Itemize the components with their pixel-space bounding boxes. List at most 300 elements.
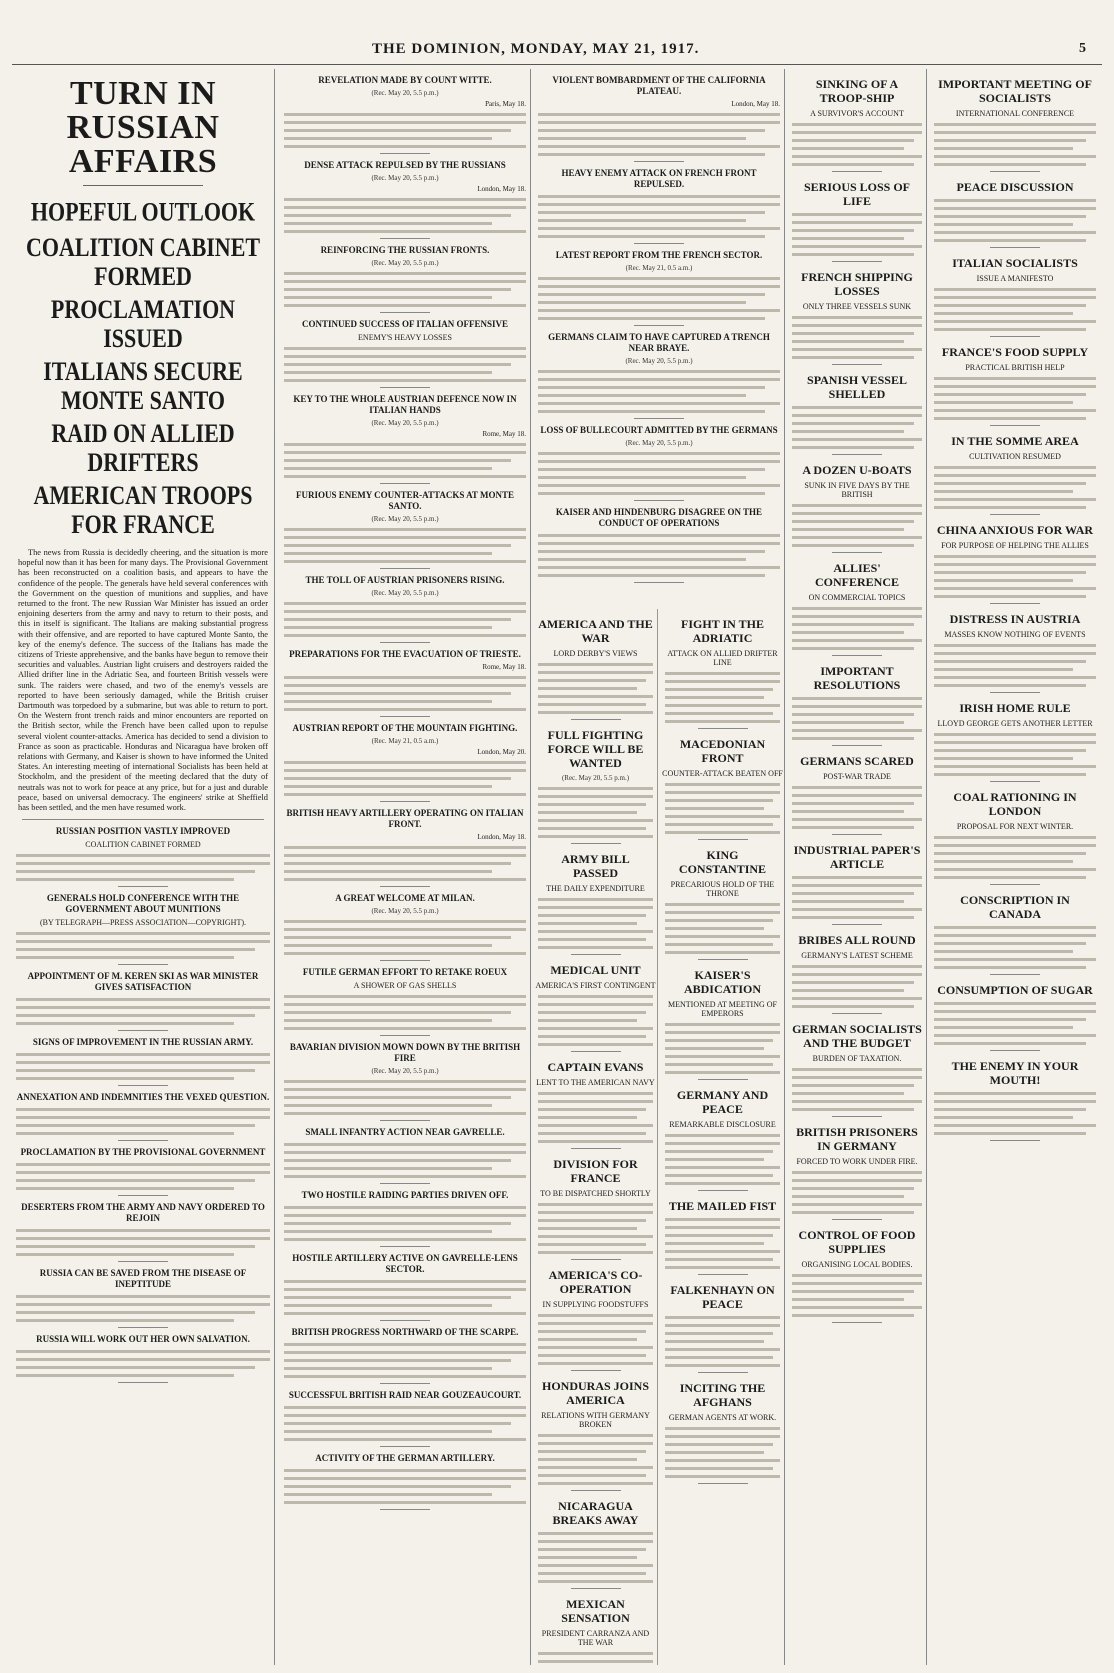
- text-line: [284, 626, 492, 629]
- text-line: [538, 671, 653, 674]
- article-body-lines: [16, 854, 270, 881]
- article-headline: ARMY BILL PASSED: [561, 852, 630, 880]
- text-line: [284, 1027, 526, 1030]
- receipt-dateline: (Rec. May 20, 5.5 p.m.): [371, 907, 439, 915]
- divider: [698, 1079, 748, 1080]
- text-line: [665, 911, 780, 914]
- divider: [990, 514, 1040, 515]
- text-line: [665, 783, 780, 786]
- article-body-lines: [538, 787, 653, 838]
- article-body-lines: [284, 1406, 526, 1441]
- text-line: [792, 1076, 922, 1079]
- article-body-lines: [284, 995, 526, 1030]
- article-headline: ACTIVITY OF THE GERMAN ARTILLERY.: [315, 1453, 495, 1463]
- text-line: [792, 713, 914, 716]
- article-body-lines: [934, 199, 1096, 242]
- text-line: [538, 1092, 653, 1095]
- article-headline: IRISH HOME RULE: [959, 701, 1071, 715]
- text-line: [934, 757, 1073, 760]
- text-line: [284, 459, 511, 462]
- text-line: [934, 312, 1073, 315]
- article-headline: HONDURAS JOINS AMERICA: [541, 1379, 649, 1407]
- text-line: [284, 379, 526, 382]
- text-line: [284, 1104, 492, 1107]
- lead-summary: The news from Russia is decidedly cheering, and the situation is more hopeful now than it has been for many days. The Provisional Government has been reconstructed on a coalition basis, and appears to have the confidence of the people. The generals have held several conferences with the Government on the question of munitions and supplies, and have returned to the front. The new Russian War Minister has issued an order enjoining deserters from the army and navy to return to their posts, and this in itself is significant. The Italians are making substantial progress with their offensive, and are reported to have captured Monte Santo, the key of the enemy's defence. The success of the Italians has made the citizens of Trieste apprehensive, and the banks have begun to remove their securities and valuables. Austrian light cruisers and destroyers raided the Allied drifter line in the Adriatic Sea, and fourteen British vessels were sunk. The raiders were chased, and two of the enemy's vessels are reported to have been seriously damaged, while the British cruiser Dartmouth was torpedoed by a submarine, but was able to return to port. On the Western front trench raids and minor encounters are reported on the British sector, while the French have been called upon to repulse several violent counter-attacks. America has decided to send a division to France as soon as practicable. Honduras and Nicaragua have broken off relations with Germany, and Kaiser is shown to have informed the United States. An interesting meeting of international Socialists has been held at Stockholm, and the president of the meeting declared that the duty of neutrals was not to work for peace at any price, but for a just and durable peace, based on universal democracy. The engineers' strike at Sheffield has been settled, and the men have resumed work.: [18, 548, 268, 813]
- text-line: [538, 1203, 653, 1206]
- text-line: [665, 1356, 773, 1359]
- column-3-split: [534, 609, 784, 1665]
- text-line: [792, 705, 922, 708]
- text-line: [538, 1434, 653, 1437]
- article-headline: CAPTAIN EVANS: [547, 1060, 644, 1074]
- text-line: [284, 145, 526, 148]
- text-line: [16, 948, 255, 951]
- text-line: [538, 1140, 653, 1143]
- text-line: [538, 1035, 646, 1038]
- text-line: [665, 680, 780, 683]
- text-line: [665, 688, 773, 691]
- text-line: [16, 1132, 234, 1135]
- article-subheadline: REMARKABLE DISCLOSURE: [669, 1120, 776, 1129]
- text-line: [934, 207, 1096, 210]
- article-body-lines: [934, 1002, 1096, 1045]
- text-line: [284, 952, 526, 955]
- text-line: [792, 1108, 914, 1111]
- text-line: [934, 231, 1096, 234]
- article-headline: LOSS OF BULLECOURT ADMITTED BY THE GERMANS: [540, 425, 778, 435]
- divider: [832, 171, 882, 172]
- text-line: [665, 1174, 773, 1177]
- text-line: [792, 1100, 922, 1103]
- text-line: [792, 1282, 922, 1285]
- article-body-lines: [16, 1350, 270, 1377]
- text-line: [665, 1226, 780, 1229]
- text-line: [934, 288, 1096, 291]
- text-line: [934, 741, 1096, 744]
- article-headline: DIVISION FOR FRANCE: [553, 1157, 638, 1185]
- text-line: [792, 504, 922, 507]
- article-body-lines: [538, 277, 780, 320]
- text-line: [284, 1296, 511, 1299]
- article-headline: FRENCH SHIPPING LOSSES: [801, 270, 913, 298]
- text-line: [792, 607, 922, 610]
- article-headline: IMPORTANT MEETING OF SOCIALISTS: [938, 77, 1092, 105]
- divider: [380, 387, 430, 388]
- text-line: [792, 1005, 914, 1008]
- article-subheadline: AMERICA'S FIRST CONTINGENT: [535, 981, 656, 990]
- article-headline: THE MAILED FIST: [668, 1199, 777, 1213]
- text-line: [538, 679, 646, 682]
- article-body-lines: [16, 998, 270, 1025]
- article-body-lines: [284, 1280, 526, 1315]
- text-line: [16, 1374, 234, 1377]
- text-line: [934, 860, 1073, 863]
- text-line: [538, 1548, 646, 1551]
- page-number: 5: [1079, 41, 1086, 56]
- article-body-lines: [934, 123, 1096, 166]
- text-line: [538, 566, 780, 569]
- text-line: [538, 811, 637, 814]
- text-line: [538, 468, 765, 471]
- text-line: [792, 989, 904, 992]
- text-line: [934, 765, 1096, 768]
- divider: [634, 325, 684, 326]
- article-subheadline: MENTIONED AT MEETING OF EMPERORS: [668, 1000, 777, 1018]
- text-line: [538, 195, 780, 198]
- text-line: [284, 304, 526, 307]
- divider: [380, 568, 430, 569]
- text-line: [284, 288, 511, 291]
- text-line: [284, 769, 526, 772]
- lead-headline: TURN IN RUSSIAN AFFAIRS: [66, 75, 220, 180]
- article-subheadline: GERMANY'S LATEST SCHEME: [801, 951, 913, 960]
- text-line: [284, 634, 526, 637]
- article-subheadline: ENEMY'S HEAVY LOSSES: [358, 333, 452, 342]
- divider: [698, 728, 748, 729]
- article-subheadline: LLOYD GEORGE GETS ANOTHER LETTER: [937, 719, 1093, 728]
- text-line: [792, 1211, 914, 1214]
- text-line: [665, 1055, 780, 1058]
- text-line: [284, 272, 526, 275]
- text-line: [284, 451, 526, 454]
- text-line: [934, 1108, 1086, 1111]
- text-line: [934, 660, 1086, 663]
- article-subheadline: POST-WAR TRADE: [823, 772, 891, 781]
- text-line: [284, 1288, 526, 1291]
- text-line: [934, 926, 1096, 929]
- text-line: [665, 1023, 780, 1026]
- lead-subheadline: ITALIANS SECURE MONTE SANTO: [43, 356, 243, 415]
- text-line: [538, 476, 746, 479]
- article-headline: HEAVY ENEMY ATTACK ON FRENCH FRONT REPULSED.: [561, 168, 757, 189]
- receipt-dateline: (Rec. May 20, 5.5 p.m.): [371, 89, 439, 97]
- divider: [571, 1259, 621, 1260]
- divider: [698, 1190, 748, 1191]
- article-headline: LATEST REPORT FROM THE FRENCH SECTOR.: [555, 250, 763, 260]
- divider: [118, 1030, 168, 1031]
- text-line: [665, 672, 780, 675]
- text-line: [934, 466, 1096, 469]
- article-body-lines: [538, 370, 780, 413]
- text-line: [538, 129, 765, 132]
- receipt-dateline: (Rec. May 20, 5.5 p.m.): [371, 259, 439, 267]
- article-subheadline: INTERNATIONAL CONFERENCE: [955, 109, 1075, 118]
- text-line: [934, 490, 1073, 493]
- text-line: [792, 123, 922, 126]
- article-subheadline: ONLY THREE VESSELS SUNK: [802, 302, 912, 311]
- text-line: [792, 900, 904, 903]
- text-line: [934, 773, 1086, 776]
- article-headline: BRITISH HEAVY ARTILLERY OPERATING ON ITALIAN FRONT.: [286, 808, 524, 829]
- text-line: [934, 579, 1073, 582]
- text-line: [934, 733, 1096, 736]
- article-subheadline: ISSUE A MANIFESTO: [976, 274, 1054, 283]
- text-line: [16, 1014, 255, 1017]
- article-body-lines: [284, 846, 526, 881]
- text-line: [538, 906, 653, 909]
- text-line: [284, 708, 526, 711]
- divider: [634, 243, 684, 244]
- text-line: [538, 452, 780, 455]
- lead-subheadline: COALITION CABINET FORMED: [25, 232, 261, 291]
- text-line: [792, 512, 922, 515]
- divider: [380, 960, 430, 961]
- article-headline: FUTILE GERMAN EFFORT TO RETAKE ROEUX: [302, 967, 508, 977]
- article-headline: MACEDONIAN FRONT: [679, 737, 766, 765]
- text-line: [284, 1485, 511, 1488]
- divider: [380, 312, 430, 313]
- text-line: [538, 1322, 653, 1325]
- text-line: [284, 610, 526, 613]
- article-body-lines: [792, 406, 922, 449]
- text-line: [665, 815, 780, 818]
- text-line: [665, 720, 780, 723]
- text-line: [284, 761, 526, 764]
- text-line: [665, 1459, 780, 1462]
- text-line: [538, 835, 653, 838]
- text-line: [934, 393, 1086, 396]
- text-line: [538, 277, 780, 280]
- text-line: [792, 697, 922, 700]
- text-line: [792, 826, 914, 829]
- article-subheadline: RELATIONS WITH GERMANY BROKEN: [541, 1411, 650, 1429]
- text-line: [792, 446, 914, 449]
- text-line: [934, 417, 1086, 420]
- text-line: [284, 846, 526, 849]
- text-line: [792, 324, 922, 327]
- place-dateline: London, May 18.: [477, 833, 526, 841]
- text-line: [665, 1451, 764, 1454]
- column-4: [788, 69, 927, 1665]
- text-line: [792, 721, 904, 724]
- receipt-dateline: (Rec. May 20, 5.5 p.m.): [371, 174, 439, 182]
- text-line: [16, 1069, 255, 1072]
- article-body-lines: [934, 926, 1096, 969]
- text-line: [665, 1234, 773, 1237]
- text-line: [665, 1166, 780, 1169]
- text-line: [284, 222, 492, 225]
- text-line: [665, 823, 773, 826]
- article-subheadline: COALITION CABINET FORMED: [85, 840, 201, 850]
- text-line: [934, 868, 1096, 871]
- text-line: [538, 711, 653, 714]
- text-line: [665, 1348, 780, 1351]
- article-headline: BAVARIAN DIVISION MOWN DOWN BY THE BRITISH FIRE: [289, 1042, 521, 1063]
- text-line: [934, 506, 1086, 509]
- text-line: [284, 296, 492, 299]
- text-line: [792, 1171, 922, 1174]
- text-line: [16, 1061, 270, 1064]
- text-line: [538, 1003, 653, 1006]
- text-line: [792, 1290, 914, 1293]
- article-body-lines: [284, 1143, 526, 1178]
- text-line: [792, 884, 922, 887]
- divider: [118, 1261, 168, 1262]
- divider: [990, 692, 1040, 693]
- text-line: [934, 668, 1073, 671]
- article-body-lines: [284, 602, 526, 637]
- text-line: [284, 1080, 526, 1083]
- divider: [990, 603, 1040, 604]
- text-line: [284, 1430, 492, 1433]
- text-line: [934, 644, 1096, 647]
- divider: [118, 1085, 168, 1086]
- article-headline: GENERALS HOLD CONFERENCE WITH THE GOVERNMENT ABOUT MUNITIONS: [46, 893, 240, 915]
- text-line: [284, 1230, 492, 1233]
- text-line: [284, 936, 511, 939]
- text-line: [792, 229, 914, 232]
- article-body-lines: [792, 1171, 922, 1214]
- divider: [990, 781, 1040, 782]
- article-body-lines: [665, 1427, 780, 1478]
- divider: [380, 886, 430, 887]
- divider: [832, 1219, 882, 1220]
- text-line: [538, 1043, 653, 1046]
- text-line: [792, 544, 914, 547]
- text-line: [934, 852, 1086, 855]
- article-body-lines: [284, 528, 526, 563]
- divider: [990, 336, 1040, 337]
- lead-subheadline: PROCLAMATION ISSUED: [50, 294, 236, 353]
- text-line: [934, 401, 1073, 404]
- article-subheadline: PRECARIOUS HOLD OF THE THRONE: [670, 880, 775, 898]
- text-line: [284, 1414, 526, 1417]
- text-line: [284, 129, 511, 132]
- text-line: [934, 199, 1096, 202]
- article-body-lines: [538, 1434, 653, 1485]
- place-dateline: London, May 20.: [477, 748, 526, 756]
- article-headline: KEY TO THE WHOLE AUSTRIAN DEFENCE NOW IN ITALIAN HANDS: [293, 394, 517, 415]
- text-line: [284, 355, 526, 358]
- text-line: [284, 1406, 526, 1409]
- article-subheadline: SUNK IN FIVE DAYS BY THE BRITISH: [804, 481, 910, 499]
- text-line: [792, 1092, 904, 1095]
- text-line: [538, 211, 765, 214]
- text-line: [284, 1112, 526, 1115]
- text-line: [538, 1362, 653, 1365]
- text-line: [16, 878, 234, 881]
- text-line: [284, 363, 511, 366]
- divider: [571, 1490, 621, 1491]
- lead-subheadline: RAID ON ALLIED DRIFTERS: [51, 418, 235, 477]
- text-line: [284, 1214, 526, 1217]
- text-line: [934, 934, 1096, 937]
- article-headline: FALKENHAYN ON PEACE: [670, 1283, 775, 1311]
- divider: [832, 834, 882, 835]
- text-line: [934, 139, 1086, 142]
- text-line: [934, 409, 1096, 412]
- text-line: [284, 536, 526, 539]
- lead-column: [12, 69, 275, 1665]
- receipt-dateline: (Rec. May 21, 0.5 a.m.): [371, 737, 439, 745]
- column-5: [930, 69, 1100, 1665]
- article-body-lines: [284, 920, 526, 955]
- text-line: [284, 198, 526, 201]
- article-body-lines: [792, 965, 922, 1008]
- article-headline: DESERTERS FROM THE ARMY AND NAVY ORDERED TO REJOIN: [21, 1202, 265, 1224]
- article-body-lines: [538, 452, 780, 495]
- text-line: [934, 1010, 1096, 1013]
- text-line: [792, 1068, 922, 1071]
- place-dateline: London, May 18.: [731, 100, 780, 108]
- text-line: [665, 919, 773, 922]
- article-body-lines: [284, 676, 526, 711]
- text-line: [934, 215, 1086, 218]
- text-line: [538, 1660, 653, 1663]
- text-line: [665, 1467, 773, 1470]
- text-line: [934, 304, 1086, 307]
- text-line: [284, 1367, 492, 1370]
- divider: [571, 1370, 621, 1371]
- article-headline: BRIBES ALL ROUND: [798, 933, 916, 947]
- divider: [832, 364, 882, 365]
- divider: [698, 839, 748, 840]
- text-line: [538, 1251, 653, 1254]
- place-dateline: London, May 18.: [477, 185, 526, 193]
- text-line: [934, 1026, 1073, 1029]
- text-line: [792, 965, 922, 968]
- text-line: [538, 121, 780, 124]
- text-line: [538, 235, 765, 238]
- text-line: [665, 1031, 780, 1034]
- article-body-lines: [538, 898, 653, 949]
- text-line: [16, 1253, 234, 1256]
- text-line: [538, 317, 765, 320]
- text-line: [934, 1042, 1086, 1045]
- text-line: [792, 1314, 914, 1317]
- text-line: [665, 1039, 773, 1042]
- text-line: [538, 938, 646, 941]
- article-headline: CONTINUED SUCCESS OF ITALIAN OFFENSIVE: [301, 319, 509, 329]
- text-line: [792, 438, 922, 441]
- text-line: [538, 113, 780, 116]
- article-headline: NICARAGUA BREAKS AWAY: [552, 1499, 639, 1527]
- text-line: [538, 819, 653, 822]
- text-line: [284, 443, 526, 446]
- text-line: [16, 1295, 270, 1298]
- text-line: [665, 1142, 780, 1145]
- text-line: [284, 676, 526, 679]
- article-body-lines: [792, 316, 922, 359]
- article-headline: KING CONSTANTINE: [678, 848, 767, 876]
- text-line: [792, 356, 914, 359]
- text-line: [792, 916, 914, 919]
- article-body-lines: [284, 1343, 526, 1378]
- text-line: [665, 1134, 780, 1137]
- divider: [990, 171, 1040, 172]
- text-line: [792, 1187, 914, 1190]
- text-line: [16, 956, 234, 959]
- text-line: [665, 951, 780, 954]
- text-line: [16, 1350, 270, 1353]
- text-line: [284, 1222, 511, 1225]
- text-line: [284, 1096, 511, 1099]
- text-line: [792, 1179, 922, 1182]
- receipt-dateline: (Rec. May 20, 5.5 p.m.): [371, 515, 439, 523]
- article-subheadline: (BY TELEGRAPH—PRESS ASSOCIATION—COPYRIGHT).: [39, 918, 247, 928]
- divider: [832, 1116, 882, 1117]
- text-line: [284, 870, 492, 873]
- text-line: [792, 1203, 922, 1206]
- text-line: [792, 973, 922, 976]
- text-line: [934, 131, 1096, 134]
- text-line: [934, 950, 1073, 953]
- divider: [380, 483, 430, 484]
- text-line: [934, 385, 1096, 388]
- text-line: [934, 1100, 1096, 1103]
- text-line: [538, 1346, 653, 1349]
- text-line: [284, 214, 511, 217]
